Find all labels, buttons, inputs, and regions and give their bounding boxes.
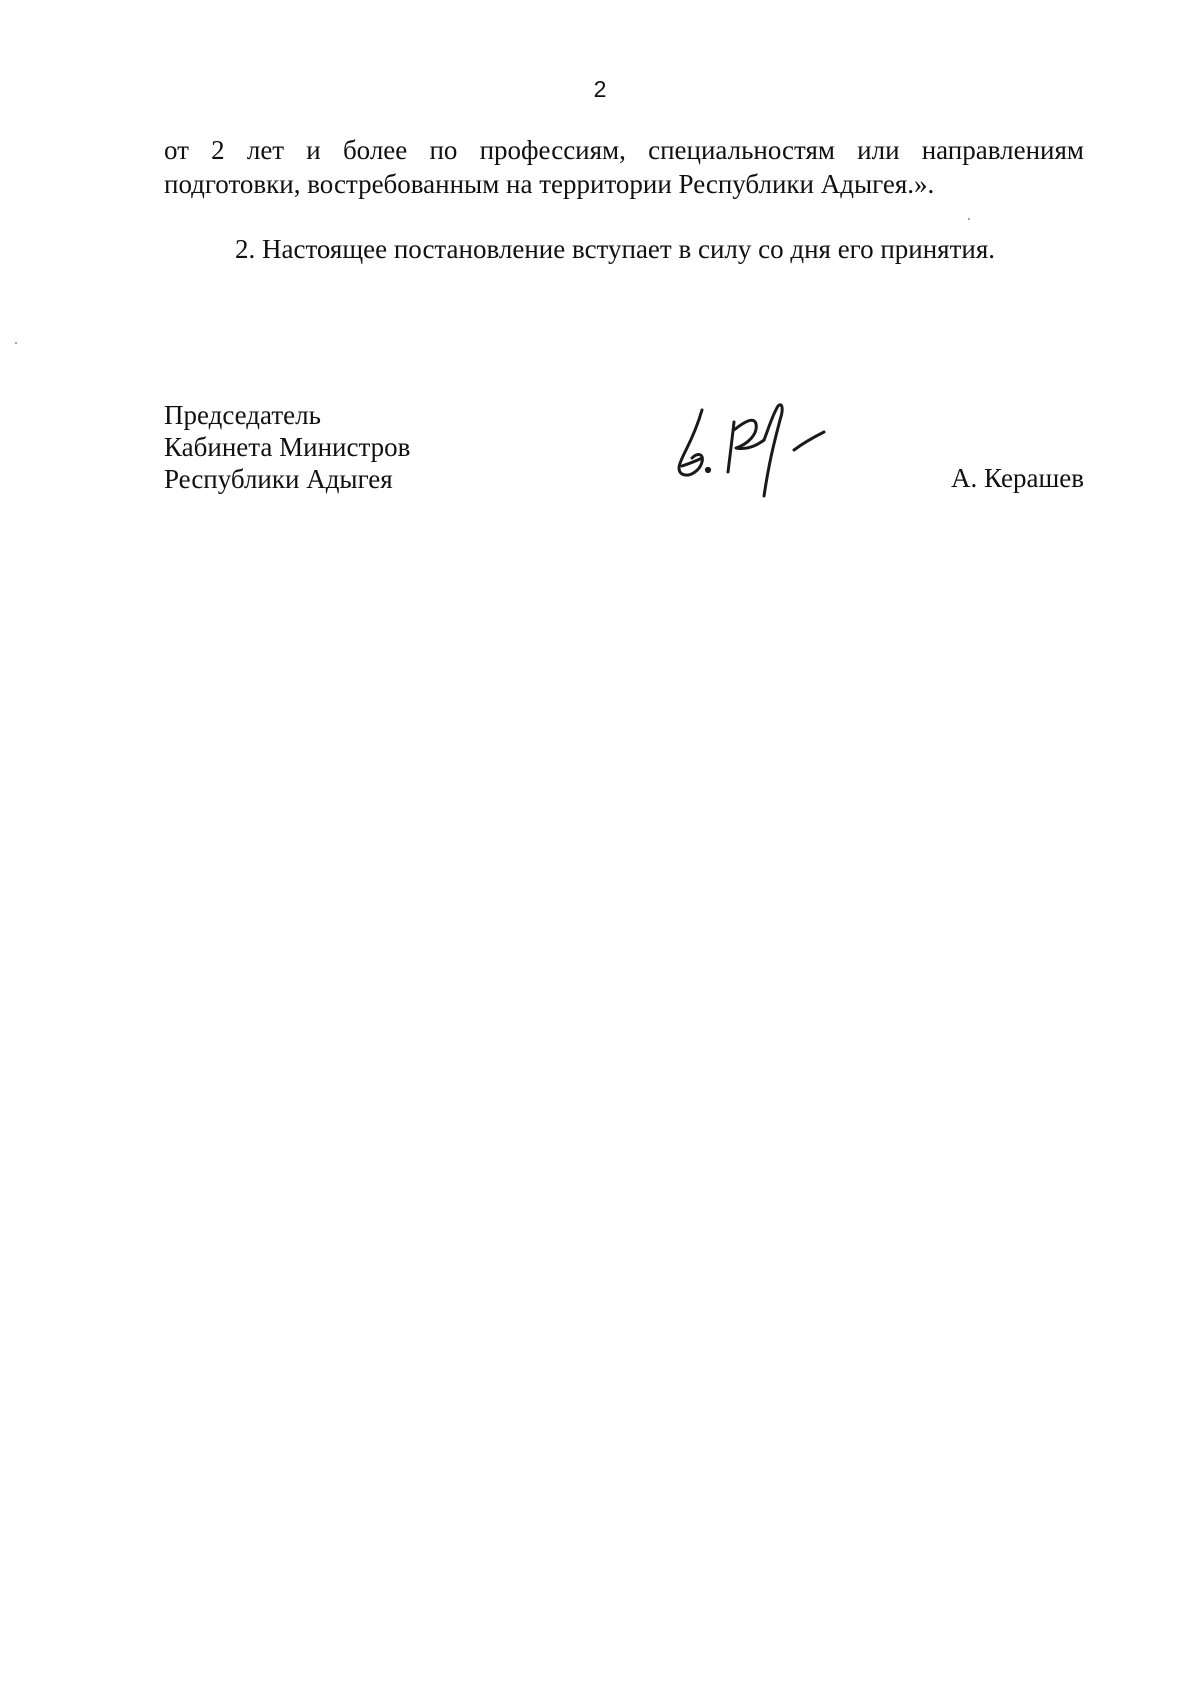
scan-speck [968, 218, 970, 220]
paragraph-effective-date: 2. Настоящее постановление вступает в силу со дня его принятия. [235, 234, 996, 264]
paragraph-line: подготовки, востребованным на территории Республики Адыгея.». [164, 169, 935, 199]
signatory-title-line: Председатель [164, 400, 321, 430]
signatory-title-line: Кабинета Министров [164, 432, 411, 462]
page-number: 2 [593, 76, 607, 102]
paragraph-line: от 2 лет и более по профессиям, специальностям или направлениям [164, 135, 1084, 165]
signatory-name: А. Керашев [951, 463, 1084, 493]
continued-paragraph [164, 133, 1084, 201]
signatory-title-line: Республики Адыгея [164, 464, 393, 494]
scan-speck [15, 342, 17, 344]
